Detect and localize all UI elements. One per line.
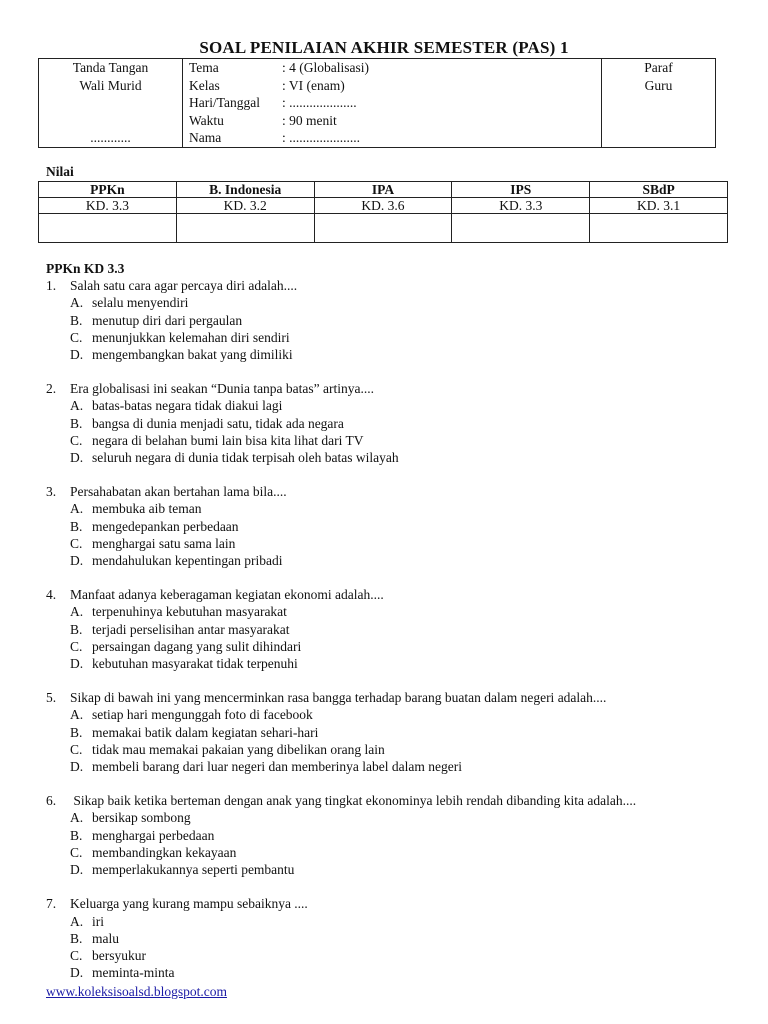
option-letter: D.	[70, 450, 84, 466]
option-text: tidak mau memakai pakaian yang dibelikan orang lain	[92, 741, 385, 757]
question-line	[46, 689, 736, 706]
footer-link[interactable]: www.koleksisoalsd.blogspot.com	[46, 984, 227, 999]
info-label: Nama	[189, 130, 222, 145]
guardian-signature-label-1: Tanda Tangan	[72, 60, 149, 75]
question-text: Era globalisasi ini seakan “Dunia tanpa batas” artinya....	[70, 381, 375, 397]
option-letter: A.	[70, 913, 84, 929]
guardian-signature-dots: ............	[90, 129, 131, 145]
option-text: bersyukur	[92, 947, 146, 963]
option-text: persaingan dagang yang sulit dihindari	[92, 638, 302, 654]
question-number: 4.	[46, 587, 57, 603]
question-text: Persahabatan akan bertahan lama bila....	[70, 484, 287, 500]
option-text: mengembangkan bakat yang dimiliki	[92, 347, 293, 363]
info-value: : 4 (Globalisasi)	[282, 60, 369, 75]
option-text: seluruh negara di dunia tidak terpisah oleh batas wilayah	[92, 450, 399, 466]
option-text: selalu menyendiri	[92, 295, 189, 311]
answer-option	[46, 861, 736, 878]
question-line	[46, 586, 736, 603]
answer-option	[46, 655, 736, 672]
question-number: 7.	[46, 896, 57, 912]
question-number: 5.	[46, 690, 57, 706]
answer-option	[46, 312, 736, 329]
questions-section	[46, 260, 736, 998]
option-text: menghargai satu sama lain	[92, 535, 236, 551]
question-text: Sikap di bawah ini yang mencerminkan rasa bangga terhadap barang buatan dalam negeri adalah....	[70, 690, 607, 706]
question-line	[46, 895, 736, 912]
answer-option	[46, 706, 736, 723]
option-letter: C.	[70, 638, 83, 654]
question-line	[46, 380, 736, 397]
answer-option	[46, 827, 736, 844]
option-letter: D.	[70, 553, 84, 569]
score-entry-cell	[590, 214, 728, 243]
question-text: Salah satu cara agar percaya diri adalah....	[70, 278, 298, 294]
teacher-initials-cell	[602, 59, 716, 148]
option-letter: C.	[70, 947, 83, 963]
option-text: mendahulukan kepentingan pribadi	[92, 553, 283, 569]
answer-option	[46, 346, 736, 363]
option-text: menunjukkan kelemahan diri sendiri	[92, 329, 290, 345]
option-letter: A.	[70, 398, 84, 414]
option-letter: D.	[70, 347, 84, 363]
option-text: negara di belahan bumi lain bisa kita lihat dari TV	[92, 432, 364, 448]
option-letter: D.	[70, 759, 84, 775]
option-text: terjadi perselisihan antar masyarakat	[92, 621, 290, 637]
option-letter: C.	[70, 741, 83, 757]
answer-option	[46, 294, 736, 311]
info-row-tema	[189, 59, 601, 77]
option-text: bersikap sombong	[92, 810, 191, 826]
identity-table	[38, 58, 716, 148]
question-item	[46, 792, 736, 878]
info-label: Waktu	[189, 112, 224, 128]
option-text: meminta-minta	[92, 965, 175, 981]
answer-option	[46, 603, 736, 620]
option-letter: B.	[70, 621, 83, 637]
question-item	[46, 689, 736, 775]
info-row-time	[189, 112, 601, 130]
answer-option	[46, 415, 736, 432]
option-letter: C.	[70, 432, 83, 448]
option-text: batas-batas negara tidak diakui lagi	[92, 398, 283, 414]
option-text: terpenuhinya kebutuhan masyarakat	[92, 604, 287, 620]
question-text: Sikap baik ketika berteman dengan anak yang tingkat ekonominya lebih rendah dibanding kita adalah....	[70, 793, 637, 809]
question-item	[46, 586, 736, 672]
guardian-signature-cell	[39, 59, 183, 148]
info-value: : .....................	[282, 130, 361, 145]
answer-option	[46, 758, 736, 775]
answer-option	[46, 947, 736, 964]
answer-option	[46, 449, 736, 466]
answer-option	[46, 500, 736, 517]
score-column-header: SBdP	[590, 182, 728, 198]
answer-option	[46, 432, 736, 449]
score-table	[38, 181, 728, 243]
option-letter: C.	[70, 329, 83, 345]
option-letter: D.	[70, 656, 84, 672]
question-text: Manfaat adanya keberagaman kegiatan ekonomi adalah....	[70, 587, 384, 603]
score-column-header: B. Indonesia	[176, 182, 314, 198]
info-value: : 90 menit	[282, 112, 337, 128]
option-letter: B.	[70, 930, 83, 946]
info-value: : VI (enam)	[282, 77, 345, 93]
answer-option	[46, 724, 736, 741]
option-letter: B.	[70, 518, 83, 534]
answer-option	[46, 809, 736, 826]
page-title: SOAL PENILAIAN AKHIR SEMESTER (PAS) 1	[199, 38, 569, 57]
score-entry-cell	[314, 214, 452, 243]
question-list	[46, 277, 736, 981]
option-text: memakai batik dalam kegiatan sehari-hari	[92, 724, 319, 740]
option-letter: A.	[70, 295, 84, 311]
answer-option	[46, 638, 736, 655]
option-letter: A.	[70, 810, 84, 826]
option-text: membandingkan kekayaan	[92, 844, 237, 860]
option-text: mengedepankan perbedaan	[92, 518, 239, 534]
section-heading: PPKn KD 3.3	[46, 261, 125, 276]
option-text: malu	[92, 930, 119, 946]
option-text: membuka aib teman	[92, 501, 202, 517]
score-entry-cell	[176, 214, 314, 243]
option-text: bangsa di dunia menjadi satu, tidak ada negara	[92, 415, 344, 431]
question-number: 2.	[46, 381, 57, 397]
option-text: memperlakukannya seperti pembantu	[92, 862, 295, 878]
kd-cell: KD. 3.3	[39, 198, 177, 214]
answer-option	[46, 621, 736, 638]
score-label: Nilai	[46, 164, 74, 179]
question-number: 6.	[46, 793, 57, 809]
answer-option	[46, 552, 736, 569]
question-line	[46, 483, 736, 500]
student-info-cell	[183, 59, 602, 148]
option-letter: D.	[70, 965, 84, 981]
question-number: 3.	[46, 484, 57, 500]
answer-option	[46, 535, 736, 552]
option-letter: A.	[70, 501, 84, 517]
answer-option	[46, 913, 736, 930]
option-letter: A.	[70, 707, 84, 723]
question-number: 1.	[46, 278, 57, 294]
question-line	[46, 792, 736, 809]
option-text: menutup diri dari pergaulan	[92, 312, 243, 328]
kd-cell: KD. 3.6	[314, 198, 452, 214]
answer-option	[46, 844, 736, 861]
option-letter: B.	[70, 724, 83, 740]
question-item	[46, 277, 736, 363]
question-item	[46, 380, 736, 466]
answer-option	[46, 518, 736, 535]
option-text: kebutuhan masyarakat tidak terpenuhi	[92, 656, 298, 672]
answer-option	[46, 964, 736, 981]
kd-cell: KD. 3.1	[590, 198, 728, 214]
option-letter: C.	[70, 844, 83, 860]
option-letter: B.	[70, 415, 83, 431]
teacher-initials-label-1: Paraf	[644, 60, 673, 75]
info-label: Kelas	[189, 77, 220, 93]
info-row-name	[189, 129, 601, 147]
option-letter: B.	[70, 827, 83, 843]
question-item	[46, 895, 736, 981]
info-row-kelas	[189, 77, 601, 95]
option-letter: C.	[70, 535, 83, 551]
info-label: Hari/Tanggal	[189, 95, 261, 110]
score-entry-cell	[39, 214, 177, 243]
score-column-header: PPKn	[39, 182, 177, 198]
info-label: Tema	[189, 60, 219, 75]
info-value: : ....................	[282, 95, 357, 110]
option-text: setiap hari mengunggah foto di facebook	[92, 707, 313, 723]
kd-cell: KD. 3.2	[176, 198, 314, 214]
score-column-header: IPS	[452, 182, 590, 198]
answer-option	[46, 397, 736, 414]
option-text: menghargai perbedaan	[92, 827, 215, 843]
score-column-header: IPA	[314, 182, 452, 198]
answer-option	[46, 741, 736, 758]
guardian-signature-label-2: Wali Murid	[79, 77, 142, 93]
score-entry-cell	[452, 214, 590, 243]
option-text: membeli barang dari luar negeri dan memberinya label dalam negeri	[92, 759, 462, 775]
question-item	[46, 483, 736, 569]
option-letter: A.	[70, 604, 84, 620]
option-letter: D.	[70, 862, 84, 878]
answer-option	[46, 329, 736, 346]
question-text: Keluarga yang kurang mampu sebaiknya ....	[70, 896, 308, 912]
info-row-date	[189, 94, 601, 112]
teacher-initials-label-2: Guru	[644, 77, 673, 93]
kd-cell: KD. 3.3	[452, 198, 590, 214]
option-text: iri	[92, 913, 104, 929]
option-letter: B.	[70, 312, 83, 328]
question-line	[46, 277, 736, 294]
answer-option	[46, 930, 736, 947]
